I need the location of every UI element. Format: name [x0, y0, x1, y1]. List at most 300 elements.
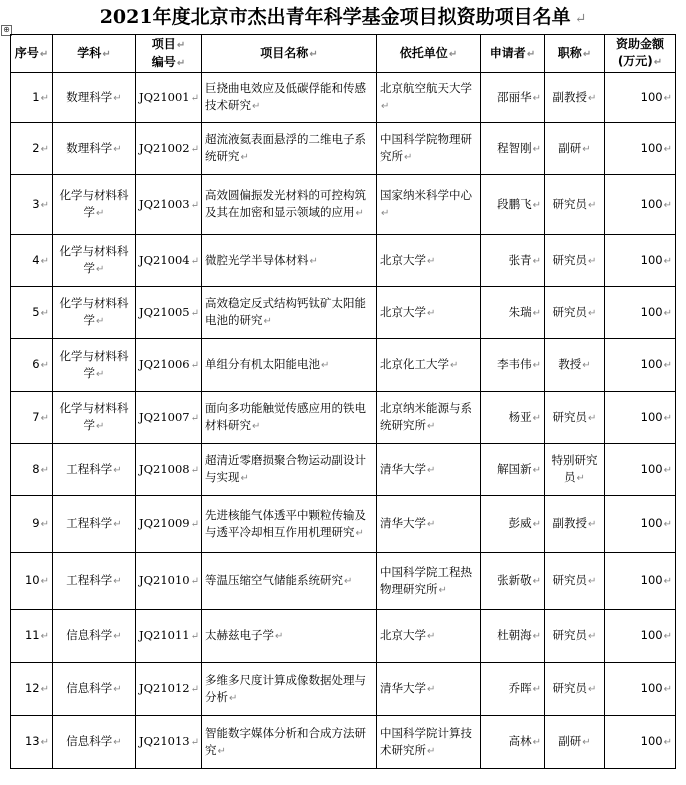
- paragraph-mark-icon: ↵: [588, 412, 597, 424]
- cell-title: [545, 553, 605, 610]
- header-discipline: 学科↵: [53, 35, 136, 73]
- table-row: [11, 553, 676, 610]
- paragraph-mark-icon: ↵: [588, 684, 597, 695]
- cell-title: [545, 663, 605, 716]
- paragraph-mark-icon: ↵: [588, 255, 597, 267]
- paragraph-mark-icon: ↵: [588, 92, 597, 104]
- paragraph-mark-icon: ↵: [113, 143, 122, 155]
- cell-applicant: [481, 73, 545, 123]
- paragraph-mark-icon: ↵: [450, 360, 459, 371]
- cell-project-name: [202, 73, 377, 123]
- paragraph-mark-icon: ↵: [40, 631, 49, 642]
- paragraph-mark-icon: ↵: [663, 519, 672, 530]
- paragraph-mark-icon: ↵: [190, 684, 200, 695]
- paragraph-mark-icon: ↵: [532, 737, 541, 748]
- paragraph-mark-icon: ↵: [663, 92, 672, 104]
- paragraph-mark-icon: ↵: [96, 421, 105, 432]
- cell-seq: [11, 235, 53, 287]
- header-code: 项目↵ 编号↵: [136, 35, 202, 73]
- paragraph-mark-icon: ↵: [574, 11, 587, 27]
- cell-discipline-text: 信息科学: [66, 628, 113, 642]
- paragraph-mark-icon: ↵: [40, 307, 49, 319]
- cell-discipline: [53, 444, 136, 496]
- cell-discipline: [53, 287, 136, 339]
- paragraph-mark-icon: ↵: [113, 684, 122, 695]
- cell-project-name: [202, 444, 377, 496]
- cell-amount-text: 100: [640, 516, 663, 530]
- cell-amount-text: 100: [640, 734, 663, 748]
- cell-title-text: 副教授: [552, 516, 588, 530]
- cell-discipline-text: 信息科学: [66, 681, 113, 695]
- cell-amount: [605, 444, 676, 496]
- cell-discipline-text: 化学与材料科学: [59, 296, 129, 327]
- cell-project-name: [202, 610, 377, 663]
- cell-applicant: [481, 716, 545, 769]
- cell-applicant: [481, 392, 545, 444]
- paragraph-mark-icon: ↵: [263, 316, 272, 327]
- cell-project-name: [202, 663, 377, 716]
- paragraph-mark-icon: ↵: [381, 101, 390, 112]
- cell-applicant-text: 段鹏飞: [497, 196, 532, 211]
- cell-seq: [11, 123, 53, 175]
- paragraph-mark-icon: ↵: [438, 584, 447, 596]
- cell-code-text: JQ21012: [139, 681, 190, 695]
- cell-seq: [11, 444, 53, 496]
- paragraph-mark-icon: ↵: [190, 255, 200, 267]
- cell-title: [545, 444, 605, 496]
- cell-title-text: 研究员: [552, 304, 588, 319]
- paragraph-mark-icon: ↵: [381, 208, 390, 219]
- cell-seq: [11, 716, 53, 769]
- cell-applicant: [481, 496, 545, 553]
- cell-project-name: [202, 392, 377, 444]
- cell-amount: [605, 235, 676, 287]
- cell-seq: [11, 610, 53, 663]
- paragraph-mark-icon: ↵: [532, 464, 541, 476]
- cell-project-name-text: 高效稳定反式结构钙钛矿太阳能电池的研究: [205, 296, 366, 327]
- paragraph-mark-icon: ↵: [588, 631, 597, 642]
- paragraph-mark-icon: ↵: [532, 255, 541, 267]
- cell-project-name: [202, 496, 377, 553]
- cell-code: [136, 496, 202, 553]
- cell-applicant-text: 程智刚: [497, 140, 532, 155]
- paragraph-mark-icon: ↵: [427, 745, 436, 757]
- cell-institution: [377, 73, 481, 123]
- cell-seq: [11, 553, 53, 610]
- cell-project-name: [202, 716, 377, 769]
- cell-amount-text: 100: [640, 304, 663, 319]
- cell-project-name: [202, 123, 377, 175]
- paragraph-mark-icon: ↵: [40, 199, 49, 211]
- paragraph-mark-icon: ↵: [190, 92, 200, 104]
- cell-seq-text: 4: [32, 252, 40, 267]
- paragraph-mark-icon: ↵: [190, 360, 200, 371]
- cell-amount-text: 100: [640, 252, 663, 267]
- cell-institution-text: 北京化工大学: [380, 357, 449, 371]
- paragraph-mark-icon: ↵: [427, 519, 436, 530]
- cell-code: [136, 235, 202, 287]
- paragraph-mark-icon: ↵: [96, 264, 105, 275]
- table-row: [11, 716, 676, 769]
- cell-amount-text: 100: [640, 409, 663, 424]
- cell-applicant-text: 张新敬: [497, 573, 532, 587]
- table-row: [11, 392, 676, 444]
- cell-project-name: [202, 553, 377, 610]
- paragraph-mark-icon: ↵: [344, 576, 353, 587]
- cell-discipline: [53, 175, 136, 235]
- cell-code: [136, 610, 202, 663]
- cell-institution: [377, 663, 481, 716]
- cell-applicant: [481, 339, 545, 392]
- cell-applicant: [481, 553, 545, 610]
- cell-seq-text: 9: [32, 516, 40, 530]
- cell-institution: [377, 339, 481, 392]
- paragraph-mark-icon: ↵: [532, 412, 541, 424]
- paragraph-mark-icon: ↵: [190, 631, 200, 642]
- paragraph-mark-icon: ↵: [663, 360, 672, 371]
- paragraph-mark-icon: ↵: [240, 152, 249, 163]
- cell-title: [545, 392, 605, 444]
- paragraph-mark-icon: ↵: [113, 464, 122, 476]
- cell-applicant-text: 乔晖: [508, 681, 532, 695]
- cell-amount: [605, 175, 676, 235]
- cell-code: [136, 553, 202, 610]
- cell-amount-text: 100: [640, 140, 663, 155]
- table-body: [11, 73, 676, 769]
- cell-code-text: JQ21010: [139, 573, 190, 587]
- cell-institution: [377, 716, 481, 769]
- cell-code: [136, 716, 202, 769]
- cell-amount: [605, 287, 676, 339]
- cell-project-name-text: 单组分有机太阳能电池: [205, 357, 320, 371]
- paragraph-mark-icon: ↵: [532, 143, 541, 155]
- cell-amount-text: 100: [640, 681, 663, 695]
- cell-discipline: [53, 496, 136, 553]
- cell-code-text: JQ21001: [139, 89, 190, 104]
- paragraph-mark-icon: ↵: [582, 360, 591, 371]
- cell-seq-text: 6: [32, 357, 40, 371]
- paragraph-mark-icon: ↵: [217, 745, 226, 757]
- table-row: [11, 496, 676, 553]
- cell-amount: [605, 663, 676, 716]
- paragraph-mark-icon: ↵: [663, 631, 672, 642]
- cell-discipline: [53, 610, 136, 663]
- cell-title-text: 副教授: [552, 89, 588, 104]
- paragraph-mark-icon: ↵: [190, 464, 200, 476]
- paragraph-mark-icon: ↵: [663, 307, 672, 319]
- paragraph-mark-icon: ↵: [532, 307, 541, 319]
- paragraph-mark-icon: ↵: [190, 576, 200, 587]
- cell-applicant-text: 邵丽华: [497, 89, 532, 104]
- cell-title: [545, 339, 605, 392]
- cell-title: [545, 610, 605, 663]
- paragraph-mark-icon: ↵: [309, 255, 318, 267]
- header-amount: 资助金额 (万元)↵: [605, 35, 676, 73]
- paragraph-mark-icon: ↵: [404, 152, 413, 163]
- paragraph-mark-icon: ↵: [355, 208, 364, 219]
- paragraph-mark-icon: ↵: [576, 473, 585, 484]
- cell-code: [136, 444, 202, 496]
- cell-seq-text: 5: [32, 304, 40, 319]
- cell-title-text: 研究员: [552, 681, 588, 695]
- paragraph-mark-icon: ↵: [663, 143, 672, 155]
- cell-code-text: JQ21008: [139, 461, 190, 476]
- cell-discipline: [53, 716, 136, 769]
- cell-discipline-text: 化学与材料科学: [59, 401, 129, 432]
- paragraph-mark-icon: ↵: [40, 412, 49, 424]
- cell-code-text: JQ21009: [139, 516, 190, 530]
- document-title: 2021年度北京市杰出青年科学基金项目拟资助项目名单 ↵: [99, 6, 587, 28]
- cell-applicant-text: 张青: [508, 252, 532, 267]
- cell-code: [136, 392, 202, 444]
- cell-applicant: [481, 663, 545, 716]
- paragraph-mark-icon: ↵: [582, 143, 591, 155]
- cell-project-name-text: 智能数字媒体分析和合成方法研究: [205, 725, 366, 757]
- cell-seq-text: 10: [24, 573, 40, 587]
- table-row: [11, 663, 676, 716]
- paragraph-mark-icon: ↵: [252, 421, 261, 432]
- paragraph-mark-icon: ↵: [40, 464, 49, 476]
- cell-project-name-text: 超流液氦表面悬浮的二维电子系统研究: [205, 132, 366, 163]
- table-row: [11, 175, 676, 235]
- cell-institution: [377, 123, 481, 175]
- cell-seq-text: 8: [32, 461, 40, 476]
- cell-project-name-text: 面向多功能触觉传感应用的铁电材料研究: [205, 401, 366, 432]
- paragraph-mark-icon: ↵: [588, 576, 597, 587]
- cell-project-name-text: 先进核能气体透平中颗粒传输及与透平冷却相互作用机理研究: [205, 507, 366, 539]
- cell-amount-text: 100: [640, 89, 663, 104]
- cell-discipline: [53, 553, 136, 610]
- cell-institution-text: 中国科学院工程热物理研究所: [380, 564, 472, 596]
- paragraph-mark-icon: ↵: [190, 519, 200, 530]
- table-row: [11, 610, 676, 663]
- paragraph-mark-icon: ↵: [355, 527, 364, 539]
- cell-project-name-text: 多维多尺度计算成像数据处理与分析: [205, 672, 366, 704]
- cell-discipline: [53, 339, 136, 392]
- cell-code-text: JQ21004: [139, 252, 190, 267]
- cell-discipline-text: 化学与材料科学: [59, 348, 129, 380]
- cell-seq: [11, 287, 53, 339]
- cell-title-text: 副研: [558, 734, 582, 748]
- cell-discipline-text: 工程科学: [66, 573, 113, 587]
- cell-applicant: [481, 287, 545, 339]
- paragraph-mark-icon: ↵: [40, 737, 49, 748]
- cell-code-text: JQ21011: [139, 628, 190, 642]
- cell-seq-text: 3: [32, 196, 40, 211]
- cell-code: [136, 663, 202, 716]
- paragraph-mark-icon: ↵: [663, 199, 672, 211]
- cell-amount-text: 100: [640, 573, 663, 587]
- cell-discipline: [53, 235, 136, 287]
- cell-applicant: [481, 123, 545, 175]
- cell-institution-text: 中国科学院计算技术研究所: [380, 725, 472, 757]
- paragraph-mark-icon: ↵: [40, 255, 49, 267]
- cell-project-name: [202, 235, 377, 287]
- paragraph-mark-icon: ↵: [582, 737, 591, 748]
- paragraph-mark-icon: ↵: [427, 631, 436, 642]
- cell-amount-text: 100: [640, 628, 663, 642]
- paragraph-mark-icon: ↵: [190, 199, 200, 211]
- cell-title-text: 研究员: [552, 196, 588, 211]
- cell-applicant: [481, 610, 545, 663]
- paragraph-mark-icon: ↵: [532, 576, 541, 587]
- cell-institution-text: 清华大学: [380, 681, 426, 695]
- cell-project-name: [202, 175, 377, 235]
- paragraph-mark-icon: ↵: [663, 412, 672, 424]
- cell-title: [545, 496, 605, 553]
- cell-discipline-text: 化学与材料科学: [59, 188, 129, 219]
- paragraph-mark-icon: ↵: [532, 631, 541, 642]
- paragraph-mark-icon: ↵: [532, 360, 541, 371]
- cell-code: [136, 73, 202, 123]
- cell-title-text: 教授: [558, 357, 582, 371]
- cell-title-text: 研究员: [552, 252, 588, 267]
- paragraph-mark-icon: ↵: [321, 360, 330, 371]
- cell-discipline: [53, 73, 136, 123]
- cell-institution-text: 中国科学院物理研究所: [380, 132, 472, 163]
- paragraph-mark-icon: ↵: [532, 199, 541, 211]
- paragraph-mark-icon: ↵: [532, 92, 541, 104]
- paragraph-mark-icon: ↵: [427, 464, 436, 476]
- paragraph-mark-icon: ↵: [427, 255, 436, 267]
- cell-code: [136, 287, 202, 339]
- paragraph-mark-icon: ↵: [190, 143, 200, 155]
- cell-code: [136, 339, 202, 392]
- cell-seq: [11, 392, 53, 444]
- table-row: [11, 444, 676, 496]
- header-institution: 依托单位↵: [377, 35, 481, 73]
- cell-title-text: 研究员: [552, 628, 588, 642]
- paragraph-mark-icon: ↵: [663, 255, 672, 267]
- cell-institution-text: 北京大学: [380, 304, 426, 319]
- cell-code-text: JQ21006: [139, 357, 190, 371]
- cell-seq-text: 13: [24, 734, 40, 748]
- cell-title-text: 研究员: [552, 409, 588, 424]
- cell-applicant-text: 解国新: [497, 461, 532, 476]
- cell-applicant-text: 彭威: [508, 516, 532, 530]
- paragraph-mark-icon: ↵: [427, 421, 436, 432]
- cell-title-text: 副研: [558, 140, 582, 155]
- cell-seq-text: 12: [24, 681, 40, 695]
- paragraph-mark-icon: ↵: [40, 519, 49, 530]
- cell-amount: [605, 392, 676, 444]
- paragraph-mark-icon: ↵: [96, 208, 105, 219]
- paragraph-mark-icon: ↵: [40, 360, 49, 371]
- cell-discipline-text: 信息科学: [66, 734, 113, 748]
- cell-title: [545, 73, 605, 123]
- cell-discipline: [53, 123, 136, 175]
- cell-discipline-text: 化学与材料科学: [59, 244, 129, 275]
- cell-institution-text: 北京大学: [380, 628, 426, 642]
- paragraph-mark-icon: ↵: [113, 519, 122, 530]
- table-row: [11, 123, 676, 175]
- cell-seq: [11, 663, 53, 716]
- cell-title: [545, 175, 605, 235]
- cell-institution: [377, 444, 481, 496]
- paragraph-mark-icon: ↵: [190, 412, 200, 424]
- paragraph-mark-icon: ↵: [588, 307, 597, 319]
- cell-amount: [605, 716, 676, 769]
- cell-code-text: JQ21003: [139, 196, 190, 211]
- paragraph-mark-icon: ↵: [240, 473, 249, 484]
- cell-institution: [377, 553, 481, 610]
- cell-applicant-text: 高林: [508, 734, 532, 748]
- cell-institution-text: 北京大学: [380, 252, 426, 267]
- table-row: [11, 287, 676, 339]
- cell-code-text: JQ21007: [139, 409, 190, 424]
- cell-title: [545, 123, 605, 175]
- cell-discipline-text: 数理科学: [66, 89, 113, 104]
- paragraph-mark-icon: ↵: [190, 307, 200, 319]
- cell-applicant-text: 李韦伟: [497, 357, 532, 371]
- cell-code-text: JQ21002: [139, 140, 190, 155]
- cell-institution: [377, 496, 481, 553]
- cell-institution-text: 北京航空航天大学: [380, 81, 472, 95]
- paragraph-mark-icon: ↵: [275, 631, 284, 642]
- cell-discipline: [53, 392, 136, 444]
- paragraph-mark-icon: ↵: [663, 737, 672, 748]
- cell-code: [136, 123, 202, 175]
- paragraph-mark-icon: ↵: [96, 368, 105, 380]
- cell-applicant: [481, 235, 545, 287]
- cell-discipline: [53, 663, 136, 716]
- paragraph-mark-icon: ↵: [40, 92, 49, 104]
- cell-seq-text: 11: [24, 628, 40, 642]
- cell-institution: [377, 610, 481, 663]
- paragraph-mark-icon: ↵: [113, 631, 122, 642]
- paragraph-mark-icon: ↵: [40, 143, 49, 155]
- table-row: [11, 235, 676, 287]
- cell-amount-text: 100: [640, 461, 663, 476]
- cell-project-name-text: 巨挠曲电效应及低碳俘能和传感技术研究: [205, 81, 366, 112]
- cell-code: [136, 175, 202, 235]
- table-move-handle-icon[interactable]: ⊕: [1, 25, 12, 36]
- paragraph-mark-icon: ↵: [113, 92, 122, 104]
- paragraph-mark-icon: ↵: [427, 684, 436, 695]
- cell-discipline-text: 数理科学: [66, 140, 113, 155]
- table-row: [11, 73, 676, 123]
- cell-amount: [605, 553, 676, 610]
- cell-project-name-text: 等温压缩空气储能系统研究: [205, 573, 343, 587]
- cell-seq: [11, 339, 53, 392]
- cell-title: [545, 287, 605, 339]
- paragraph-mark-icon: ↵: [113, 576, 122, 587]
- cell-discipline-text: 工程科学: [66, 516, 113, 530]
- cell-seq: [11, 73, 53, 123]
- cell-project-name-text: 太赫兹电子学: [205, 628, 274, 642]
- paragraph-mark-icon: ↵: [96, 316, 105, 327]
- paragraph-mark-icon: ↵: [588, 199, 597, 211]
- header-title: 职称↵: [545, 35, 605, 73]
- paragraph-mark-icon: ↵: [40, 576, 49, 587]
- paragraph-mark-icon: ↵: [113, 737, 122, 748]
- cell-applicant-text: 杜朝海: [497, 628, 532, 642]
- cell-amount: [605, 496, 676, 553]
- paragraph-mark-icon: ↵: [252, 101, 261, 112]
- cell-amount: [605, 73, 676, 123]
- cell-code-text: JQ21005: [139, 304, 190, 319]
- cell-institution-text: 清华大学: [380, 516, 426, 530]
- cell-institution-text: 清华大学: [380, 461, 426, 476]
- cell-seq-text: 2: [32, 140, 40, 155]
- cell-project-name-text: 微腔光学半导体材料: [205, 252, 309, 267]
- cell-title: [545, 716, 605, 769]
- header-seq: 序号↵: [11, 35, 53, 73]
- cell-applicant: [481, 175, 545, 235]
- cell-project-name-text: 超清近零磨损聚合物运动副设计与实现: [205, 453, 366, 484]
- cell-amount: [605, 123, 676, 175]
- cell-amount: [605, 339, 676, 392]
